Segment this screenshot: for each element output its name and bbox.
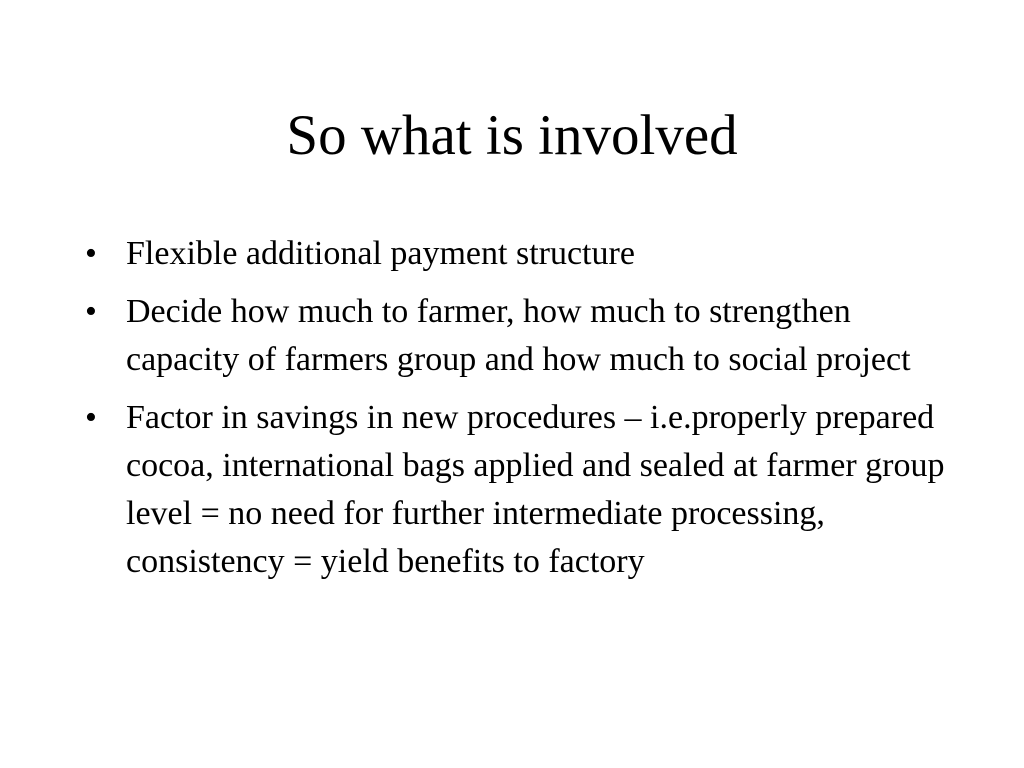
bullet-dot-icon: • [85, 399, 97, 436]
bullet-text: Decide how much to farmer, how much to strengthen capacity of farmers group and how much to social project [126, 293, 911, 378]
bullet-dot-icon: • [85, 235, 97, 272]
bullet-list [85, 230, 945, 596]
bullet-text: Factor in savings in new procedures – i.e.properly prepared cocoa, international bags applied and sealed at farmer group level = no need for further intermediate processing, consistency = yield benefits to factory [126, 399, 945, 580]
bullet-text: Flexible additional payment structure [126, 235, 635, 272]
slide-title: So what is involved [286, 104, 738, 167]
bullet-dot-icon: • [85, 293, 97, 330]
bullet-item-3 [85, 394, 945, 586]
bullet-item-1 [85, 230, 945, 278]
bullet-item-2 [85, 288, 945, 384]
